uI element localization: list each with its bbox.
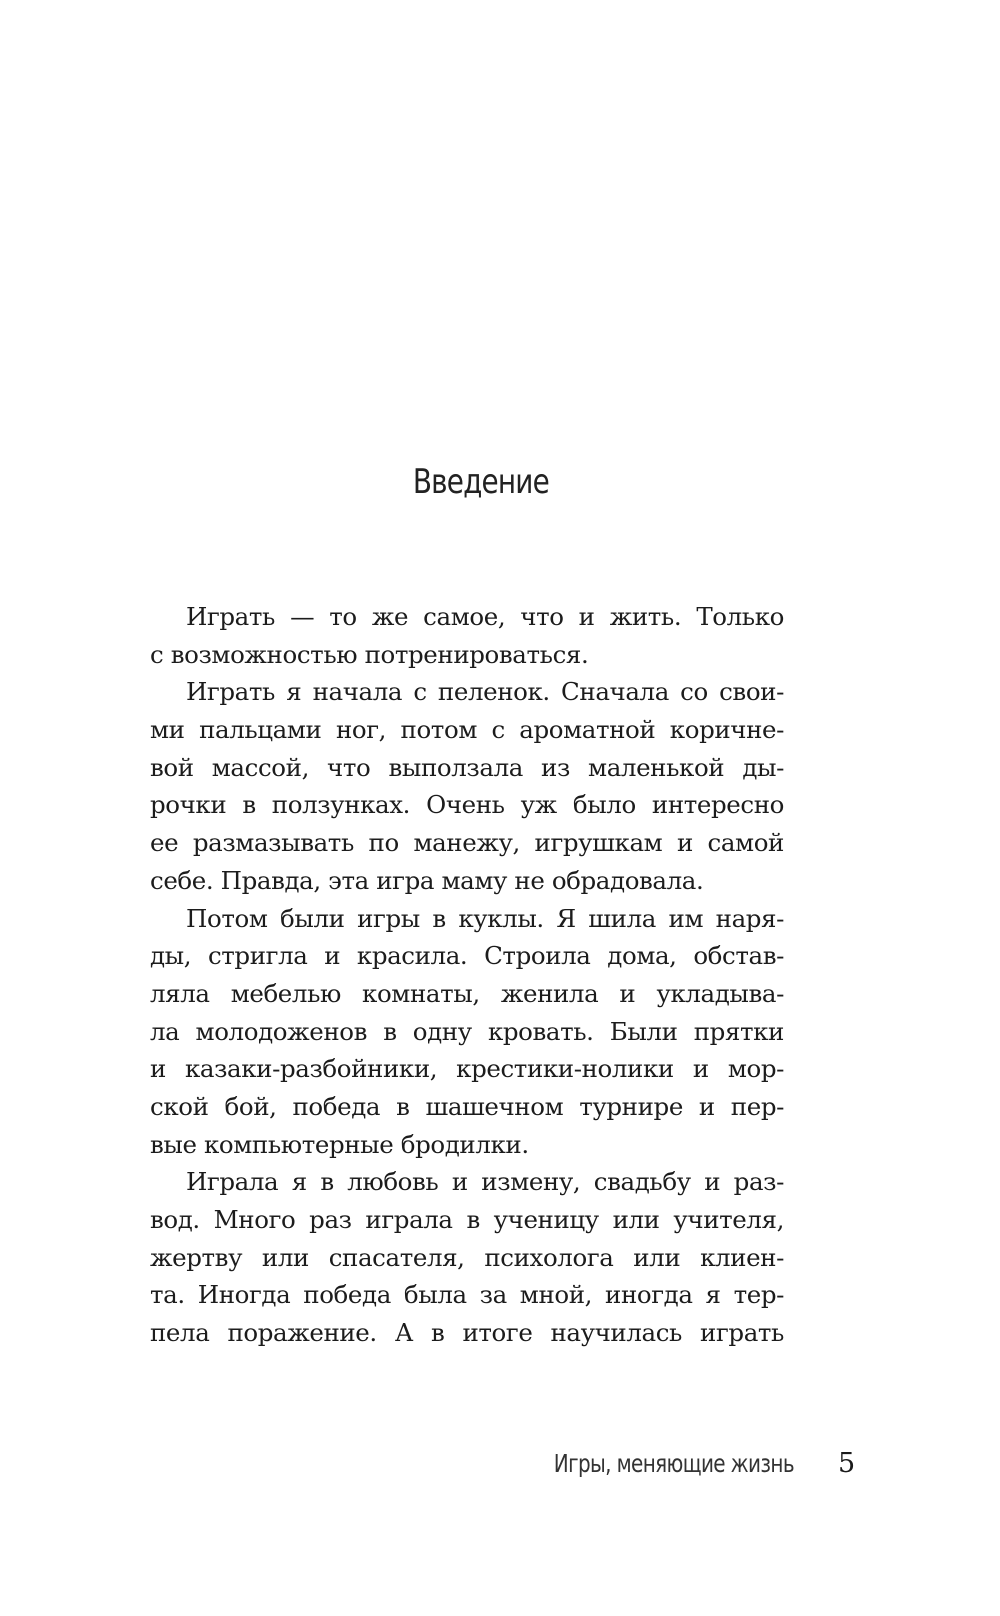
text-line: ляла мебелью комнаты, женила и укладыва-	[150, 978, 784, 1008]
text-line: с возможностью потренироваться.	[150, 639, 589, 669]
text-line: Потом были игры в куклы. Я шила им наря-	[186, 903, 784, 933]
text-line: себе. Правда, эта игра маму не обрадовала.	[150, 865, 704, 895]
chapter-title: Введение	[412, 462, 549, 502]
text-line: Играть — то же самое, что и жить. Только	[186, 602, 784, 631]
text-line: ее размазывать по манежу, игрушкам и самой	[150, 828, 784, 858]
text-line: Играла я в любовь и измену, свадьбу и раз-	[186, 1167, 784, 1197]
page-number: 5	[838, 1448, 856, 1479]
text-line: ской бой, победа в шашечном турнире и пер-	[150, 1091, 784, 1121]
running-footer-book-title: Игры, меняющие жизнь	[553, 1449, 794, 1478]
text-line: вые компьютерные бродилки.	[150, 1129, 529, 1159]
text-line: ды, стригла и красила. Строила дома, обстав-	[150, 941, 784, 971]
text-line: вой массой, что выползала из маленькой ды-	[150, 752, 784, 782]
text-line: ла молодоженов в одну кровать. Были прятки	[150, 1016, 784, 1046]
text-line: жертву или спасателя, психолога или клиен-	[150, 1242, 784, 1272]
text-line: та. Иногда победа была за мной, иногда я тер-	[150, 1280, 784, 1310]
text-line: и казаки-разбойники, крестики-нолики и мор-	[150, 1054, 784, 1084]
text-line: Играть я начала с пеленок. Сначала со свои-	[186, 677, 784, 707]
text-line: вод. Много раз играла в ученицу или учителя,	[150, 1205, 784, 1234]
text-line: рочки в ползунках. Очень уж было интересно	[150, 790, 784, 820]
body-text	[150, 598, 784, 1352]
text-line: пела поражение. А в итоге научилась играть	[150, 1318, 784, 1348]
text-line: ми пальцами ног, потом с ароматной коричне-	[150, 715, 784, 745]
